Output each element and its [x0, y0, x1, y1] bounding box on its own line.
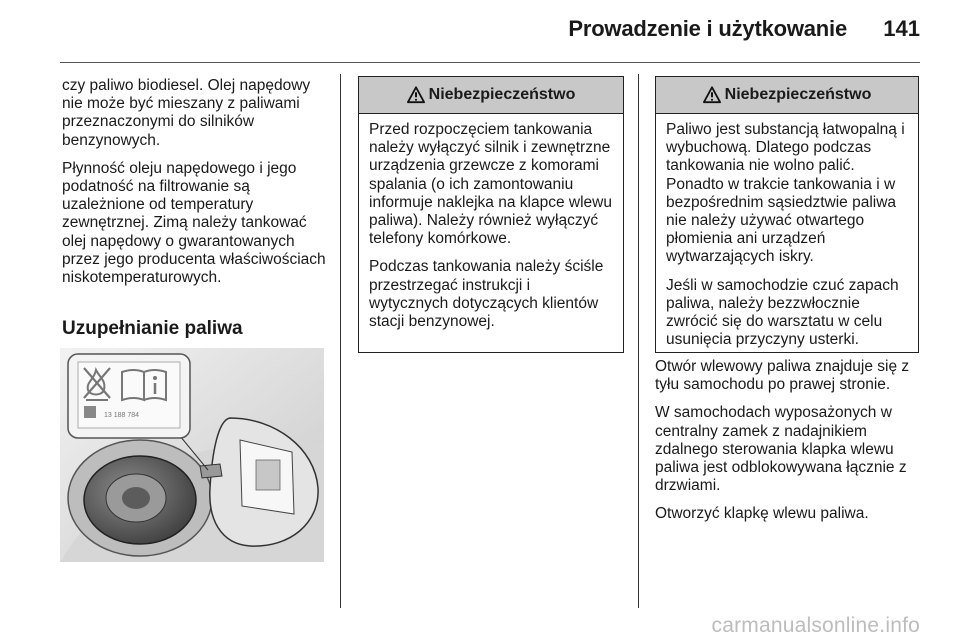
warning-title: Niebezpieczeństwo	[428, 86, 576, 103]
warning-box-header	[656, 77, 918, 114]
paragraph: Przed rozpoczęciem tankowania należy wyłączyć silnik i zewnętrzne urządzenia grzewcze z komorami spalania (o ich zamontowaniu informuje naklejka na klapce wlewu paliwa). Należy również wyłączyć telefony komórkowe.	[369, 121, 612, 248]
paragraph: czy paliwo biodiesel. Olej napędowy nie może być mieszany z paliwami przeznaczonymi do silników benzynowych.	[62, 77, 311, 149]
column-divider-2	[638, 74, 639, 608]
watermark: carmanualsonline.info	[711, 614, 920, 637]
warning-box-header	[359, 77, 623, 114]
warning-triangle-icon	[703, 86, 721, 104]
paragraph: Płynność oleju napędowego i jego podatność na filtrowanie są uzależnione od temperatury zewnętrznej. Zimą należy tankować olej napędowy o gwarantowanych przez jego producenta właściwościach niskotemperaturowych.	[62, 159, 326, 287]
paragraph: Otworzyć klapkę wlewu paliwa.	[655, 505, 869, 523]
warning-box-body	[359, 114, 623, 331]
paragraph: Jeśli w samochodzie czuć zapach paliwa, należy bezzwłocznie zwrócić się do warsztatu w celu usunięcia przyczyny usterki.	[666, 276, 899, 349]
right-column-text	[655, 358, 923, 534]
fuel-flap-drawing	[60, 348, 324, 562]
column-divider-1	[340, 74, 341, 608]
paragraph: Otwór wlewowy paliwa znajduje się z tyłu samochodu po prawej stronie.	[655, 358, 910, 394]
warning-box-body	[656, 114, 918, 349]
fuel-filler-flap-illustration	[60, 348, 324, 562]
paragraph: Paliwo jest substancją łatwopalną i wybuchową. Dlatego podczas tankowania nie wolno palić. Ponadto w trakcie tankowania i w bezpośrednim sąsiedztwie paliwa nie należy używać otwartego płomienia ani urządzeń wytwarzających iskry.	[666, 121, 905, 266]
section-heading: Uzupełnianie paliwa	[62, 318, 243, 339]
illustration-label-code: 13 188 784	[104, 412, 140, 419]
warning-box	[655, 76, 919, 353]
paragraph: W samochodach wyposażonych w centralny zamek z nadajnikiem zdalnego sterowania klapka wlewu paliwa jest odblokowywana łącznie z drzwiami.	[655, 404, 907, 495]
left-column-text	[62, 77, 332, 297]
warning-box	[358, 76, 624, 353]
warning-title: Niebezpieczeństwo	[724, 86, 872, 103]
paragraph: Podczas tankowania należy ściśle przestrzegać instrukcji i wytycznych dotyczących klientów stacji benzynowej.	[369, 258, 604, 331]
warning-triangle-icon	[407, 86, 425, 104]
page-header-title: Prowadzenie i użytkowanie	[568, 16, 847, 41]
header-rule	[60, 62, 920, 63]
page-number: 141	[883, 16, 920, 41]
